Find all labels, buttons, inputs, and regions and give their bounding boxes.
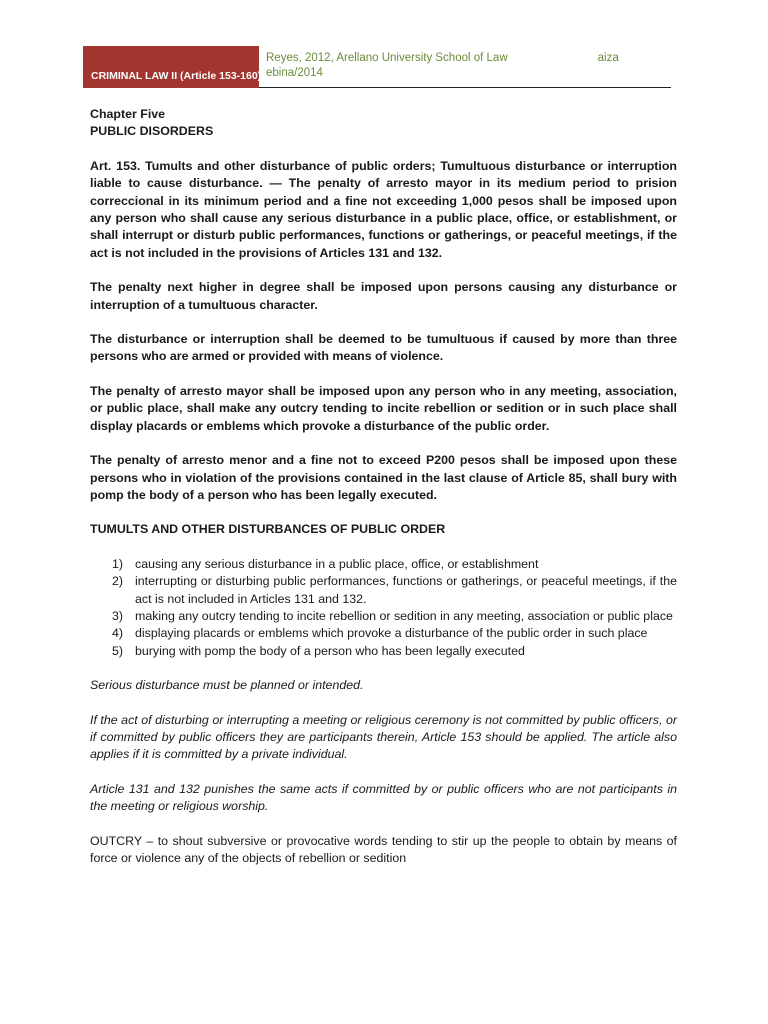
header-source-author: aiza	[597, 52, 619, 64]
chapter-title: Chapter Five	[90, 107, 166, 121]
header-source-line1: Reyes, 2012, Arellano University School of Law	[266, 52, 508, 64]
acts-list	[90, 556, 677, 660]
header-rule	[259, 87, 671, 88]
list-number: 3)	[112, 608, 124, 623]
list-text: causing any serious disturbance in a public place, office, or establishment	[135, 556, 539, 571]
header-source	[266, 51, 619, 81]
list-text: burying with pomp the body of a person who has been legally executed	[135, 643, 525, 658]
article-paragraph: The disturbance or interruption shall be deemed to be tumultuous if caused by more than three persons who are armed or provided with means of violence.	[90, 332, 677, 364]
list-text: making any outcry tending to incite rebellion or sedition in any meeting, association or public place	[135, 608, 673, 623]
section-heading: TUMULTS AND OTHER DISTURBANCES OF PUBLIC ORDER	[90, 522, 446, 537]
note-paragraph: If the act of disturbing or interrupting a meeting or religious ceremony is not committed by public officers, or if committed by public officers they are participants therein, Article 153 should be applied. The article also applies if it is committed by a private individual.	[90, 712, 677, 762]
list-text: interrupting or disturbing public performances, functions or gatherings, or peaceful meetings, if the act is not included in Articles 131 and 132.	[135, 574, 677, 606]
page-header	[83, 46, 671, 88]
definition-paragraph: OUTCRY – to shout subversive or provocative words tending to stir up the people to obtain by means of force or violence any of the objects of rebellion or sedition	[90, 833, 677, 865]
note-paragraph: Serious disturbance must be planned or intended.	[90, 678, 364, 693]
list-number: 4)	[112, 626, 124, 641]
article-paragraph: Art. 153. Tumults and other disturbance of public orders; Tumultuous disturbance or interruption liable to cause disturbance. — The penalty of arresto mayor in its medium period to prision correccional in its minimum period and a fine not exceeding 1,000 pesos shall be imposed upon any person who shall cause any serious disturbance in a public place, office, or establishment, or shall interrupt or disturb public performances, functions or gatherings, or peaceful meetings, if the act is not included in the provisions of Articles 131 and 132.	[90, 158, 677, 260]
list-number: 5)	[112, 643, 124, 658]
article-paragraph: The penalty of arresto mayor shall be imposed upon any person who in any meeting, association, or public place, shall make any outcry tending to incite rebellion or sedition or in such place shall display placards or emblems which provoke a disturbance of the public order.	[90, 383, 677, 433]
header-tab-title: CRIMINAL LAW II (Article 153-160)	[83, 46, 259, 88]
document-body	[90, 106, 677, 884]
list-item	[90, 643, 677, 660]
article-paragraph: The penalty of arresto menor and a fine not to exceed P200 pesos shall be imposed upon these persons who in violation of the provisions contained in the last clause of Article 85, shall bury with pomp the body of a person who has been legally executed.	[90, 453, 677, 502]
chapter-heading	[90, 106, 677, 141]
article-paragraph: The penalty next higher in degree shall be imposed upon persons causing any disturbance or interruption of a tumultuous character.	[90, 280, 677, 312]
list-text: displaying placards or emblems which provoke a disturbance of the public order in such place	[135, 626, 648, 641]
list-number: 1)	[112, 556, 124, 571]
list-item	[90, 573, 677, 608]
header-source-line2: ebina/2014	[266, 67, 323, 79]
list-item	[90, 625, 677, 642]
chapter-subtitle: PUBLIC DISORDERS	[90, 124, 214, 139]
list-item	[90, 608, 677, 625]
note-paragraph: Article 131 and 132 punishes the same acts if committed by or public officers who are not participants in the meeting or religious worship.	[90, 781, 677, 814]
list-number: 2)	[112, 574, 124, 589]
list-item	[90, 556, 677, 573]
